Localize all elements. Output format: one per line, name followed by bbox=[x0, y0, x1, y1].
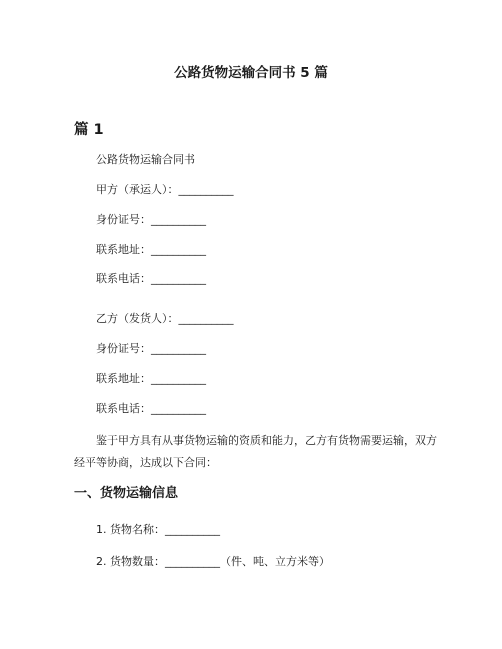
party-b-line: 乙方（发货人）：__________ bbox=[96, 312, 234, 325]
party-b-address-line: 联系地址：__________ bbox=[96, 372, 206, 385]
list-item: 1. 货物名称：__________ bbox=[96, 523, 220, 536]
party-a-id-line: 身份证号：__________ bbox=[96, 213, 206, 226]
party-a-address-line: 联系地址：__________ bbox=[96, 243, 206, 256]
preamble-paragraph: 鉴于甲方具有从事货物运输的资质和能力，乙方有货物需要运输，双方经平等协商，达成以下合同： bbox=[74, 434, 437, 469]
party-a-phone-line: 联系电话：__________ bbox=[96, 272, 206, 285]
document-title: 公路货物运输合同书 5 篇 bbox=[174, 65, 328, 81]
subsection-heading: 一、货物运输信息 bbox=[74, 486, 179, 501]
party-a-line: 甲方（承运人）：__________ bbox=[96, 183, 234, 196]
list-item: 2. 货物数量：__________（件、吨、立方米等） bbox=[96, 555, 330, 568]
contract-heading: 公路货物运输合同书 bbox=[96, 153, 195, 166]
party-b-id-line: 身份证号：__________ bbox=[96, 342, 206, 355]
section-heading: 篇 1 bbox=[74, 122, 104, 138]
party-b-phone-line: 联系电话：__________ bbox=[96, 402, 206, 415]
